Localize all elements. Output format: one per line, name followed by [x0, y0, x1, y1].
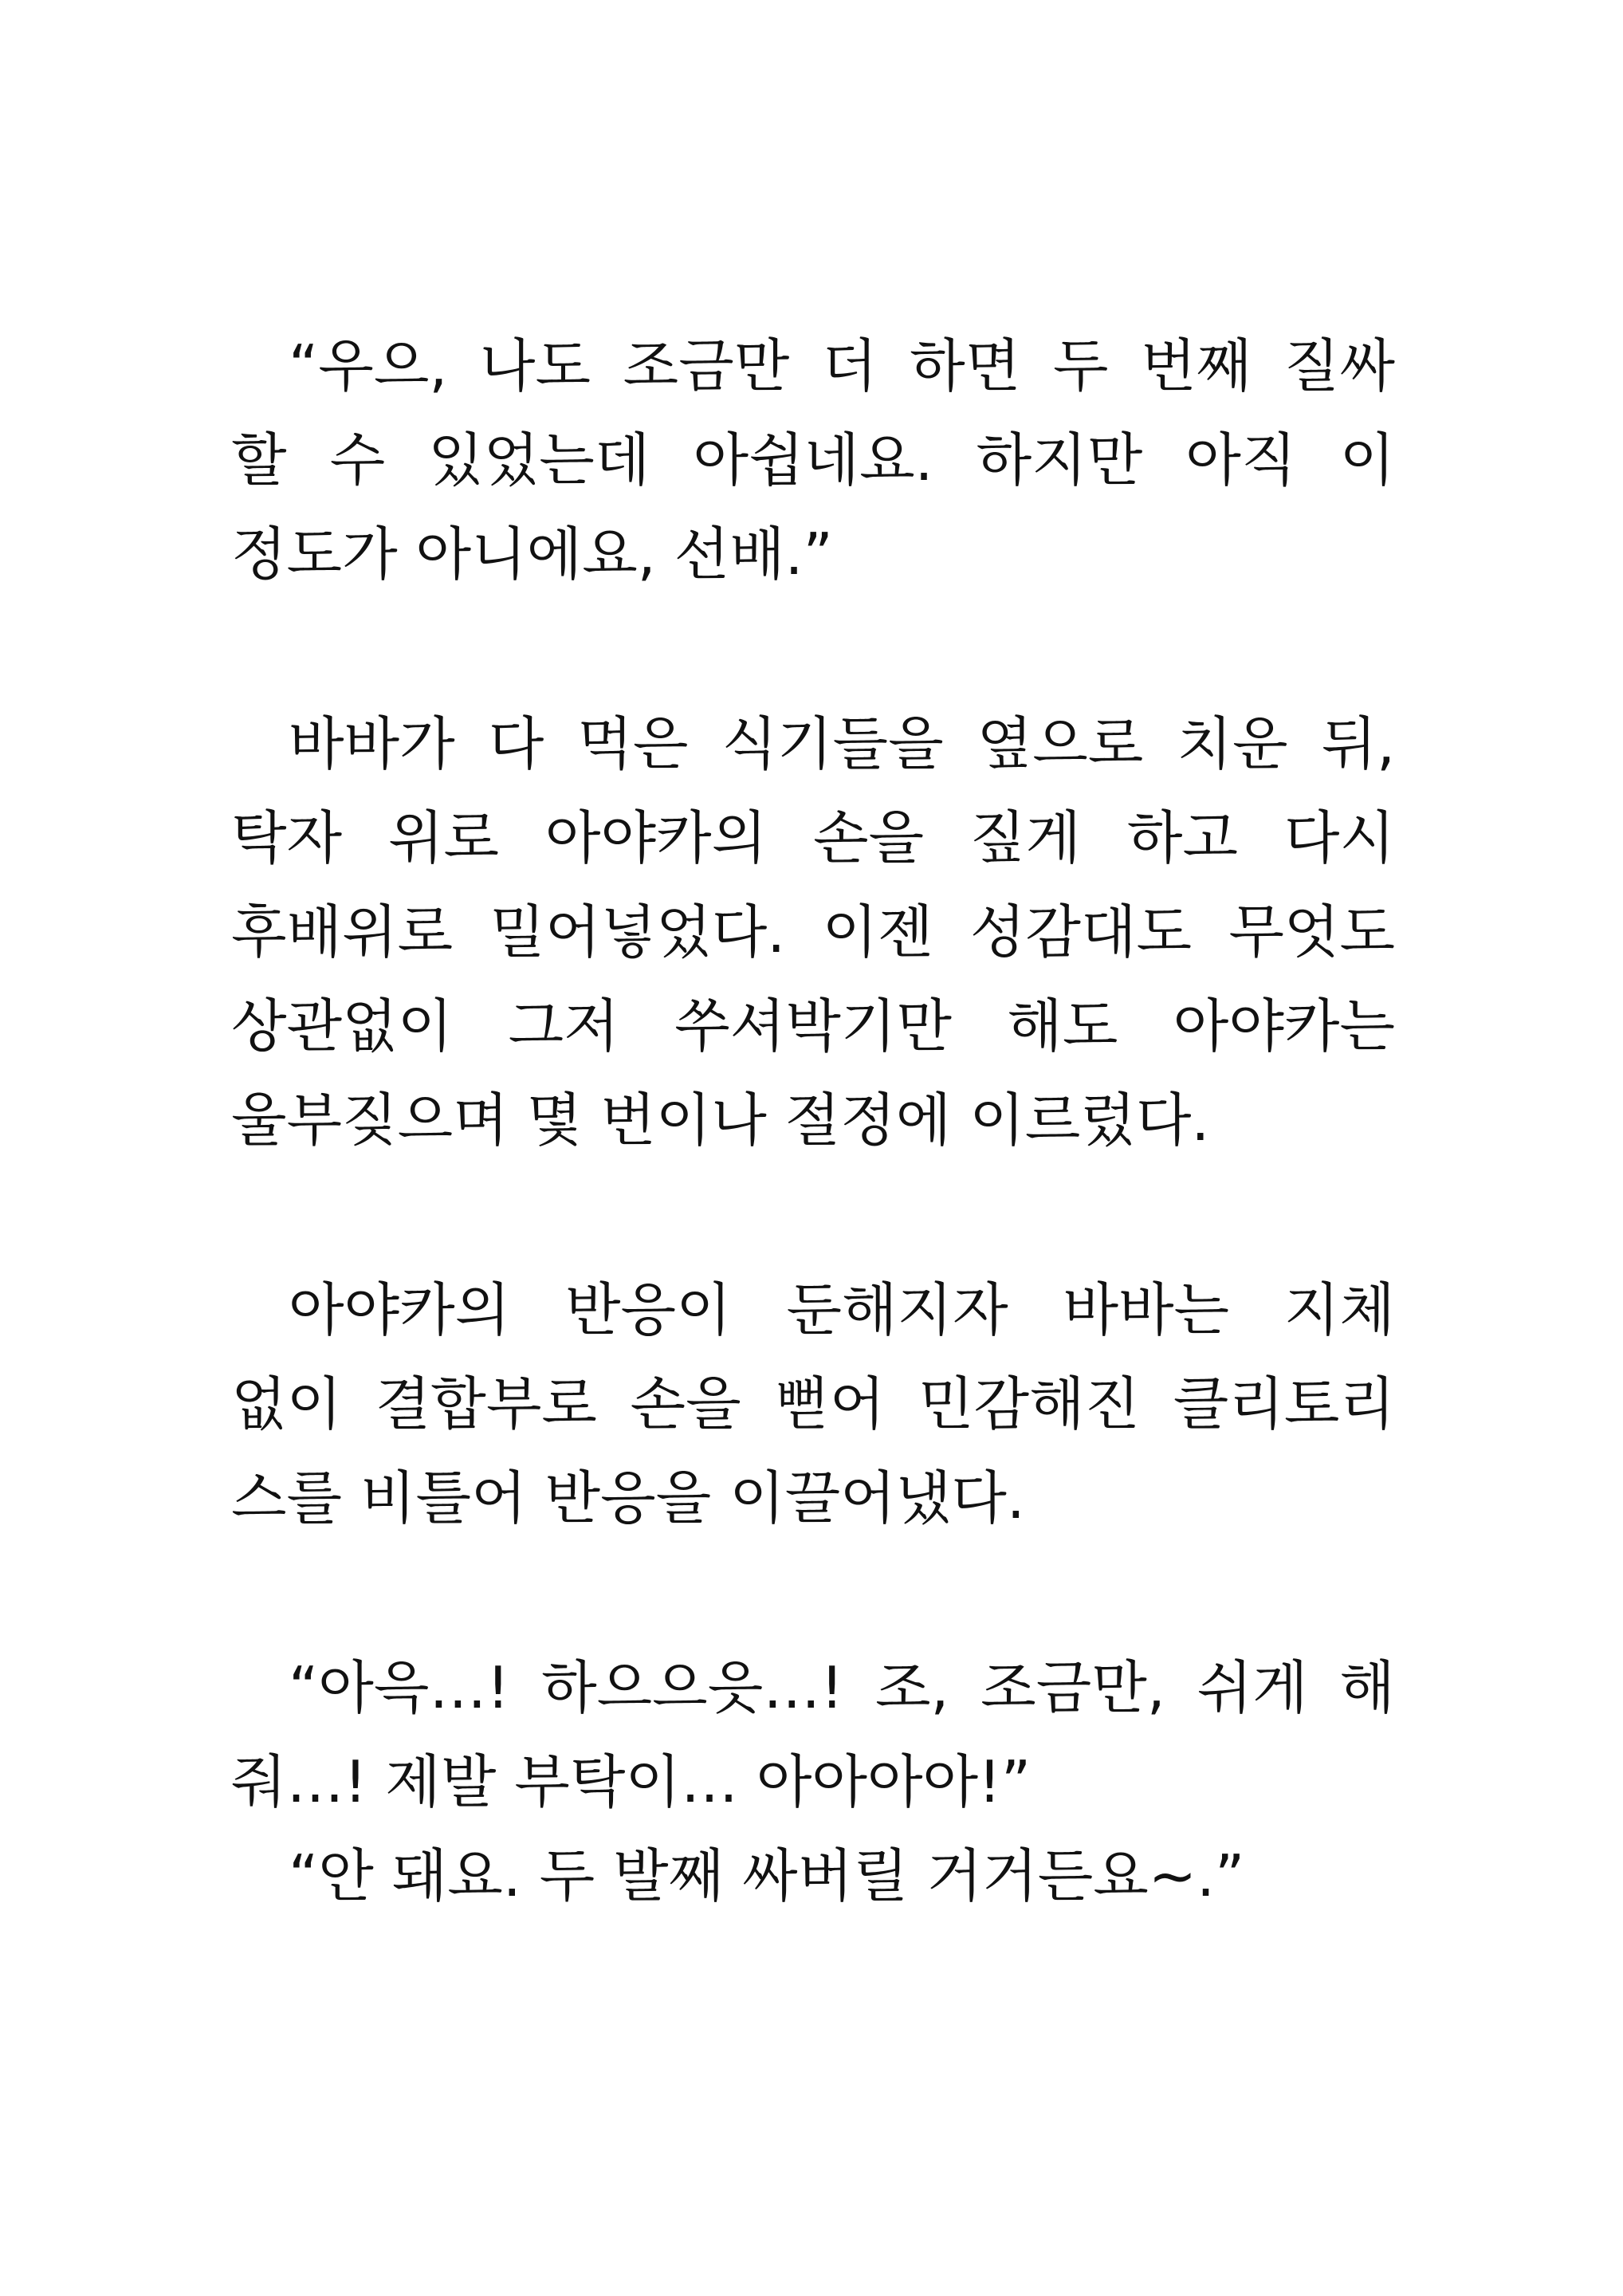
text-line: “우으, 나도 조금만 더 하면 두 번째 질싸: [289, 332, 1395, 399]
paragraph-2: [231, 697, 1395, 1167]
text-line: 바바가 다 먹은 식기들을 옆으로 치운 뒤,: [289, 710, 1395, 777]
paragraph-spacer: [231, 1545, 1395, 1641]
text-line: 울부짖으며 몇 번이나 절정에 이르렀다.: [231, 1087, 1210, 1154]
paragraph-spacer: [231, 601, 1395, 697]
paragraph-3: [231, 1263, 1395, 1545]
text-line: 탁자 위로 아야카의 손을 짚게 하고 다시: [231, 804, 1395, 871]
text-line: “아윽…! 하으으읏…! 조, 조금만, 쉬게 해: [289, 1654, 1395, 1721]
text-line: 아야카의 반응이 둔해지자 바바는 지체: [289, 1276, 1395, 1343]
text-line: 상관없이 그저 쑤셔박기만 해도 아야카는: [231, 993, 1395, 1060]
text-line: “안 돼요. 두 발째 싸버릴 거거든요~.”: [289, 1842, 1245, 1909]
paragraph-1: [231, 319, 1395, 601]
text-line: 후배위로 밀어넣었다. 이젠 성감대도 무엇도: [231, 898, 1395, 965]
paragraph-spacer: [231, 1167, 1395, 1263]
text-line: 없이 결합부로 손을 뻗어 민감해진 클리토리: [231, 1370, 1395, 1437]
paragraph-4: [231, 1641, 1395, 1923]
body-text: [231, 319, 1395, 1923]
text-line: 줘…! 제발 부탁이… 아아아아!”: [231, 1748, 1032, 1815]
text-line: 정도가 아니에요, 선배.”: [231, 521, 833, 588]
text-line: 할 수 있었는데 아쉽네요. 하지만 아직 이: [231, 427, 1395, 493]
text-line: 스를 비틀어 반응을 이끌어냈다.: [231, 1464, 1025, 1531]
